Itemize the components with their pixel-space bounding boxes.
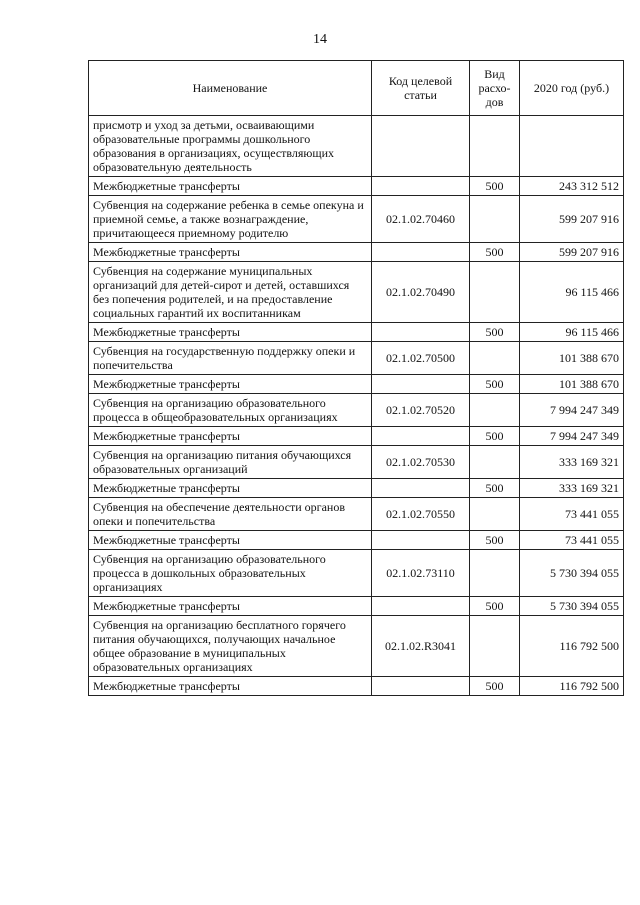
row-type: 500: [470, 323, 520, 342]
row-amount: 116 792 500: [520, 616, 624, 677]
row-amount: 7 994 247 349: [520, 427, 624, 446]
row-amount: 5 730 394 055: [520, 597, 624, 616]
row-name: Межбюджетные трансферты: [89, 427, 372, 446]
row-amount: 96 115 466: [520, 323, 624, 342]
row-code: 02.1.02.70460: [372, 196, 470, 243]
row-code: [372, 323, 470, 342]
row-name: Субвенция на содержание ребенка в семье опекуна и приемной семье, а также вознаграждение, причитающееся приемному родителю: [89, 196, 372, 243]
table-row: [89, 177, 624, 196]
table-row: [89, 550, 624, 597]
row-code: [372, 597, 470, 616]
row-name: Межбюджетные трансферты: [89, 177, 372, 196]
row-code: [372, 677, 470, 696]
row-name: Межбюджетные трансферты: [89, 323, 372, 342]
header-code: Код целевой статьи: [372, 61, 470, 116]
row-code: [372, 531, 470, 550]
row-type: [470, 342, 520, 375]
row-name: Субвенция на содержание муниципальных организаций для детей-сирот и детей, оставшихся без попечения родителей, и на предоставление социальных гарантий их воспитанникам: [89, 262, 372, 323]
row-name: Межбюджетные трансферты: [89, 375, 372, 394]
row-code: 02.1.02.70500: [372, 342, 470, 375]
row-code: 02.1.02.70550: [372, 498, 470, 531]
row-name: Субвенция на обеспечение деятельности органов опеки и попечительства: [89, 498, 372, 531]
row-type: 500: [470, 427, 520, 446]
row-type: [470, 262, 520, 323]
table-row: [89, 375, 624, 394]
table-row: [89, 323, 624, 342]
row-amount: 101 388 670: [520, 375, 624, 394]
table-row: [89, 342, 624, 375]
table-row: [89, 196, 624, 243]
row-name: Межбюджетные трансферты: [89, 479, 372, 498]
row-type: 500: [470, 375, 520, 394]
table-row: [89, 531, 624, 550]
table-row: [89, 116, 624, 177]
row-amount: 73 441 055: [520, 498, 624, 531]
row-name: Субвенция на организацию бесплатного горячего питания обучающихся, получающих начальное общее образование в муниципальных образовательных организациях: [89, 616, 372, 677]
table-row: [89, 243, 624, 262]
table-row: [89, 394, 624, 427]
row-type: 500: [470, 479, 520, 498]
row-amount: 96 115 466: [520, 262, 624, 323]
row-code: [372, 479, 470, 498]
row-amount: 599 207 916: [520, 243, 624, 262]
row-amount: 116 792 500: [520, 677, 624, 696]
row-name: Межбюджетные трансферты: [89, 531, 372, 550]
row-amount: 333 169 321: [520, 446, 624, 479]
row-type: 500: [470, 531, 520, 550]
row-name: Межбюджетные трансферты: [89, 597, 372, 616]
row-code: [372, 116, 470, 177]
row-name: Субвенция на организацию образовательного процесса в дошкольных образовательных организациях: [89, 550, 372, 597]
row-name: Межбюджетные трансферты: [89, 677, 372, 696]
row-code: [372, 375, 470, 394]
row-code: 02.1.02.R3041: [372, 616, 470, 677]
row-amount: 73 441 055: [520, 531, 624, 550]
row-amount: 7 994 247 349: [520, 394, 624, 427]
row-type: [470, 616, 520, 677]
table-row: [89, 427, 624, 446]
page-number: 14: [313, 32, 327, 47]
row-type: [470, 196, 520, 243]
header-type: Вид расхо-дов: [470, 61, 520, 116]
table-row: [89, 597, 624, 616]
row-name: присмотр и уход за детьми, осваивающими образовательные программы дошкольного образования в организациях, осуществляющих образовательную деятельность: [89, 116, 372, 177]
row-type: [470, 394, 520, 427]
table-row: [89, 616, 624, 677]
row-name: Межбюджетные трансферты: [89, 243, 372, 262]
row-code: [372, 177, 470, 196]
table-row: [89, 498, 624, 531]
row-amount: 243 312 512: [520, 177, 624, 196]
row-code: 02.1.02.70530: [372, 446, 470, 479]
row-code: 02.1.02.70520: [372, 394, 470, 427]
row-type: 500: [470, 677, 520, 696]
row-amount: 101 388 670: [520, 342, 624, 375]
row-amount: 5 730 394 055: [520, 550, 624, 597]
row-name: Субвенция на организацию питания обучающихся образовательных организаций: [89, 446, 372, 479]
table-row: [89, 446, 624, 479]
table-row: [89, 262, 624, 323]
row-code: 02.1.02.73110: [372, 550, 470, 597]
header-name: Наименование: [89, 61, 372, 116]
row-type: 500: [470, 177, 520, 196]
row-code: 02.1.02.70490: [372, 262, 470, 323]
row-type: [470, 446, 520, 479]
header-amount: 2020 год (руб.): [520, 61, 624, 116]
row-type: [470, 116, 520, 177]
row-name: Субвенция на организацию образовательного процесса в общеобразовательных организациях: [89, 394, 372, 427]
table-row: [89, 479, 624, 498]
table-header-row: [89, 61, 624, 116]
row-type: [470, 498, 520, 531]
row-type: [470, 550, 520, 597]
row-amount: 333 169 321: [520, 479, 624, 498]
table-row: [89, 677, 624, 696]
budget-table: [88, 60, 624, 696]
row-type: 500: [470, 597, 520, 616]
row-amount: [520, 116, 624, 177]
row-amount: 599 207 916: [520, 196, 624, 243]
row-code: [372, 243, 470, 262]
row-code: [372, 427, 470, 446]
row-name: Субвенция на государственную поддержку опеки и попечительства: [89, 342, 372, 375]
row-type: 500: [470, 243, 520, 262]
